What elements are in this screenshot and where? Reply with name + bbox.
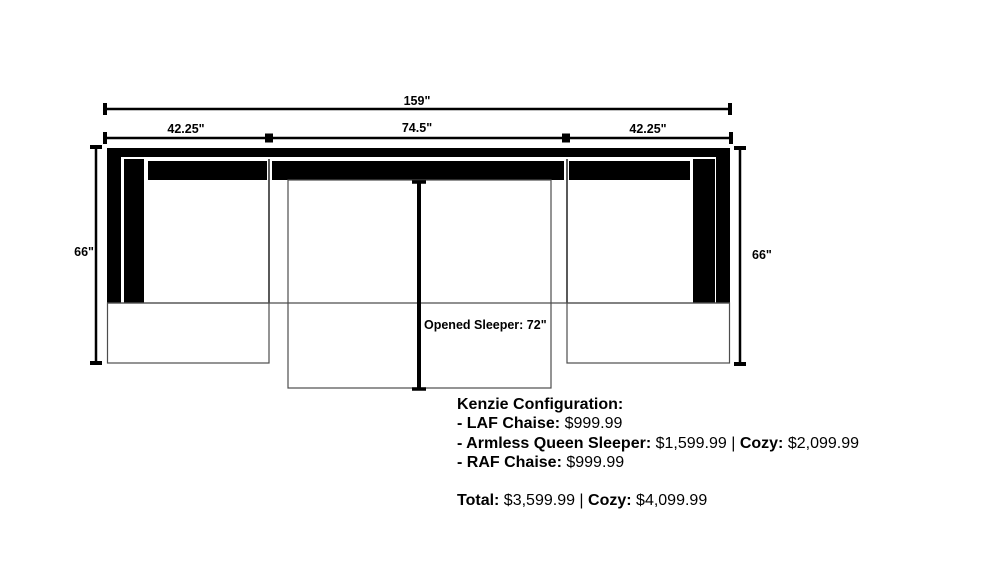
dim-label-left-depth: 66"	[74, 245, 94, 259]
dim-label-laf-width: 42.25"	[167, 122, 205, 136]
config-item-price: $1,599.99 |	[651, 434, 740, 452]
dim-total-width	[105, 94, 730, 115]
backrest-raf	[569, 161, 690, 180]
config-item-price: $999.99	[561, 453, 625, 471]
dim-label-sleeper-width: 74.5"	[401, 121, 433, 135]
configuration-text-block	[457, 395, 859, 511]
config-item-price: $999.99	[560, 415, 623, 433]
config-item-label-cozy: Cozy:	[739, 434, 784, 452]
raf-chaise-footprint	[567, 303, 730, 363]
backrest-sleeper	[272, 161, 564, 180]
dim-right-depth	[734, 148, 772, 364]
total-label: Total:	[457, 492, 500, 510]
laf-chaise-footprint	[108, 303, 270, 363]
dim-joint-marker	[562, 134, 570, 143]
laf-arm-inner	[124, 159, 144, 303]
config-line-raf	[457, 453, 859, 472]
dim-left-depth	[74, 147, 102, 363]
total-price: $3,599.99 |	[499, 492, 589, 510]
config-item-price-cozy: $2,099.99	[783, 434, 860, 452]
config-spacer	[457, 472, 859, 491]
laf-arm-outer	[107, 148, 121, 303]
dim-label-right-depth: 66"	[752, 248, 772, 262]
raf-arm-inner	[693, 159, 715, 303]
config-item-label: - Armless Queen Sleeper:	[457, 434, 652, 452]
dim-label-opened-sleeper: Opened Sleeper: 72"	[424, 318, 547, 332]
config-line-laf	[457, 414, 859, 433]
dim-segment-widths	[105, 121, 731, 144]
sofa-back-band	[107, 148, 730, 157]
dim-label-raf-width: 42.25"	[629, 122, 667, 136]
config-total	[457, 491, 859, 510]
config-line-sleeper	[457, 434, 859, 453]
dim-joint-marker	[265, 134, 273, 143]
dim-opened-sleeper	[412, 182, 547, 389]
raf-arm-outer	[716, 148, 730, 303]
config-item-label: - LAF Chaise:	[457, 415, 561, 433]
dim-label-total-width: 159"	[403, 94, 431, 108]
total-price-cozy: $4,099.99	[631, 492, 708, 510]
total-label-cozy: Cozy:	[588, 492, 632, 510]
config-title: Kenzie Configuration:	[457, 396, 624, 413]
config-item-label: - RAF Chaise:	[457, 453, 562, 471]
backrest-laf	[148, 161, 267, 180]
